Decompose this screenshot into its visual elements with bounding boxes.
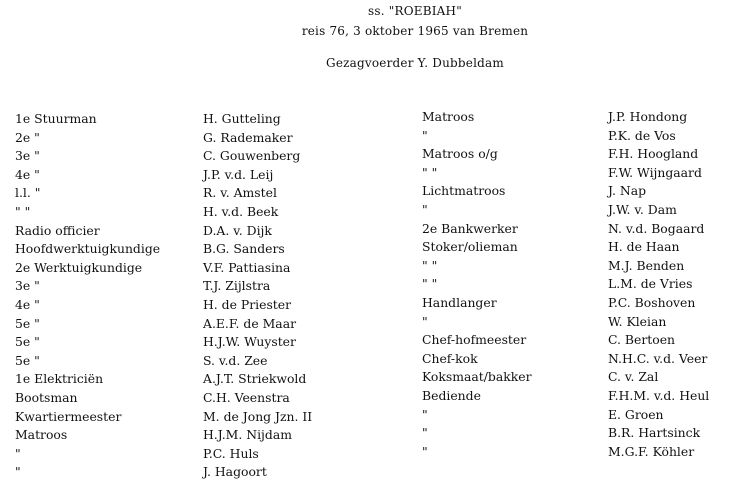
crew-name: P.C. Boshoven (608, 294, 696, 310)
crew-rank: l.l. " (15, 185, 41, 201)
right-ranks-column (422, 108, 607, 461)
crew-name: F.H.M. v.d. Heul (608, 387, 710, 403)
crew-rank: Chef-hofmeester (422, 332, 527, 348)
crew-rank: Stoker/olieman (422, 239, 518, 255)
ship-name: ss. "ROEBIAH" (368, 4, 462, 18)
crew-rank: 1e Stuurman (15, 111, 97, 126)
crew-name: M.G.F. Köhler (608, 443, 695, 459)
crew-rank: " " (422, 276, 438, 292)
right-names-column (608, 108, 748, 461)
crew-rank: Chef-kok (422, 350, 478, 366)
crew-rank: Matroos o/g (422, 146, 498, 162)
crew-name: N. v.d. Bogaard (608, 220, 705, 236)
crew-rank: 4e " (15, 296, 40, 312)
crew-name: J.P. v.d. Leij (203, 166, 274, 182)
crew-name: H.J.W. Wuyster (203, 334, 296, 350)
crew-name: T.J. Zijlstra (203, 278, 271, 294)
crew-name: J.P. Hondong (608, 109, 688, 124)
crew-rank: " (422, 425, 428, 441)
left-names-column (203, 110, 413, 482)
crew-rank: 5e " (15, 352, 40, 368)
crew-name: H. v.d. Beek (203, 203, 279, 219)
crew-rank: Bediende (422, 387, 481, 403)
crew-rank: " (422, 201, 428, 217)
crew-rank: 4e " (15, 166, 40, 182)
crew-rank: Kwartiermeester (15, 408, 122, 424)
crew-rank: " (422, 127, 428, 143)
crew-rank: 2e Bankwerker (422, 220, 518, 236)
crew-rank: Handlanger (422, 294, 497, 310)
crew-name: M.J. Benden (608, 257, 685, 273)
crew-name: H.J.M. Nijdam (203, 427, 292, 443)
crew-rank: " (15, 445, 21, 461)
crew-name: N.H.C. v.d. Veer (608, 350, 708, 366)
crew-rank: Radio officier (15, 222, 100, 238)
crew-name: G. Rademaker (203, 129, 293, 145)
crew-rank: 5e " (15, 315, 40, 331)
crew-name: E. Groen (608, 406, 664, 422)
crew-rank: 2e " (15, 129, 40, 145)
voyage-line: reis 76, 3 oktober 1965 van Bremen (301, 24, 529, 38)
crew-name: B.G. Sanders (203, 241, 285, 257)
crew-rank: Koksmaat/bakker (422, 369, 532, 385)
crew-name: H. Gutteling (203, 111, 281, 126)
crew-rank: 1e Elektriciën (15, 371, 104, 387)
crew-rank: Bootsman (15, 389, 78, 405)
crew-name: J.W. v. Dam (608, 201, 677, 217)
crew-name: F.W. Wijngaard (608, 164, 702, 180)
crew-name: P.K. de Vos (608, 127, 676, 143)
crew-name: H. de Priester (203, 296, 292, 312)
crew-rank: 2e Werktuigkundige (15, 259, 143, 275)
crew-rank: Matroos (422, 109, 475, 124)
crew-name: J. Nap (608, 183, 647, 199)
crew-rank: " " (422, 164, 438, 180)
crew-name: C. Gouwenberg (203, 148, 301, 164)
crew-name: R. v. Amstel (203, 185, 277, 201)
crew-name: S. v.d. Zee (203, 352, 268, 368)
crew-name: C.H. Veenstra (203, 389, 290, 405)
crew-name: L.M. de Vries (608, 276, 693, 292)
crew-name: C. Bertoen (608, 332, 676, 348)
crew-rank: " (422, 443, 428, 459)
crew-rank: Hoofdwerktuigkundige (15, 241, 161, 257)
crew-rank: " " (422, 257, 438, 273)
crew-name: W. Kleian (608, 313, 667, 329)
crew-name: J. Hagoort (203, 464, 267, 480)
crew-name: H. de Haan (608, 239, 680, 255)
crew-rank: Matroos (15, 427, 68, 443)
crew-name: P.C. Huls (203, 445, 259, 461)
crew-name: F.H. Hoogland (608, 146, 699, 162)
crew-name: C. v. Zal (608, 369, 659, 385)
crew-name: A.J.T. Striekwold (203, 371, 307, 387)
crew-rank: " (422, 406, 428, 422)
crew-rank: " (15, 464, 21, 480)
crew-name: B.R. Hartsinck (608, 425, 701, 441)
crew-rank: 5e " (15, 334, 40, 350)
left-ranks-column (15, 110, 200, 482)
crew-rank: Lichtmatroos (422, 183, 506, 199)
crew-name: M. de Jong Jzn. II (203, 408, 313, 424)
crew-rank: " " (15, 203, 31, 219)
crew-name: D.A. v. Dijk (203, 222, 272, 238)
crew-rank: 3e " (15, 278, 40, 294)
crew-name: A.E.F. de Maar (203, 315, 297, 331)
captain-line: Gezagvoerder Y. Dubbeldam (326, 56, 504, 70)
crew-name: V.F. Pattiasina (203, 259, 291, 275)
crew-rank: 3e " (15, 148, 40, 164)
crew-rank: " (422, 313, 428, 329)
